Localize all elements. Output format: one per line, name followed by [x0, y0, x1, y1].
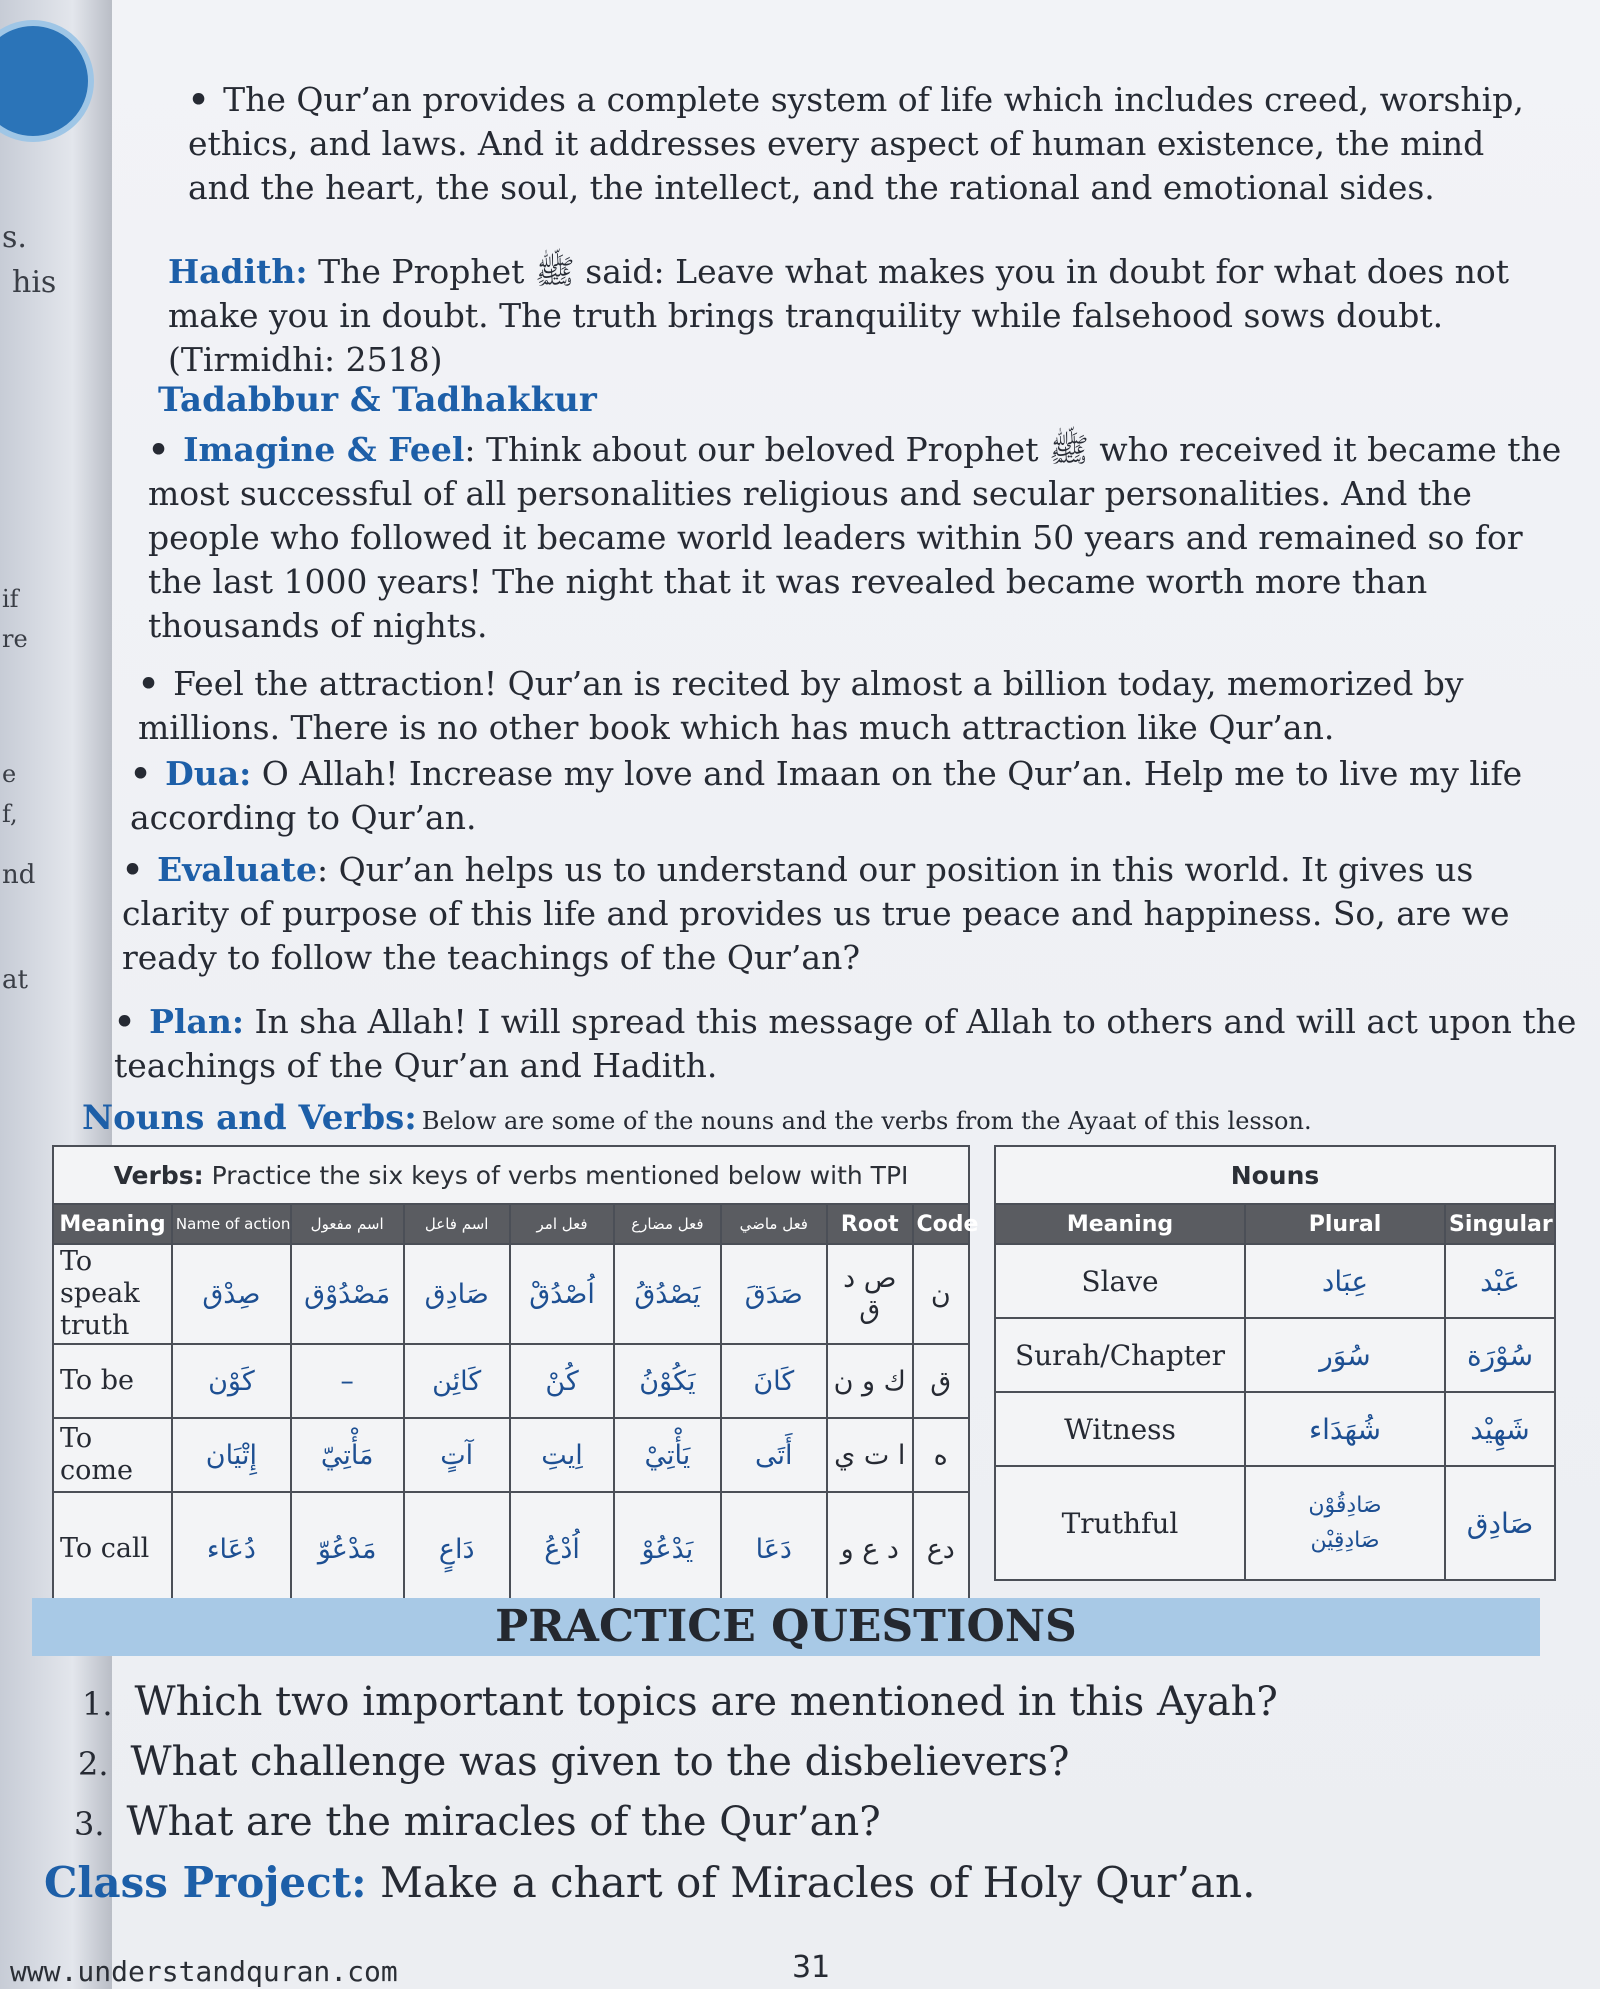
column-header: فعل امر [510, 1204, 614, 1244]
edge-fragment: at [2, 965, 28, 995]
column-header: فعل مضارع [614, 1204, 720, 1244]
item-text: Feel the attraction! Qur’an is recited by almost a billion today, memorized by millions. There is no other book which has much attraction like Qur’an. [138, 664, 1464, 747]
question-item [82, 1672, 1278, 1734]
badge-logo [0, 20, 94, 142]
table-row [995, 1466, 1555, 1580]
nouns-verbs-intro [82, 1098, 1582, 1138]
singular-cell: سُوْرَة [1445, 1318, 1555, 1392]
tadabbur-item [130, 752, 1570, 840]
hadith-paragraph [168, 250, 1548, 382]
class-project-label: Class Project: [44, 1858, 367, 1907]
meaning-cell: Truthful [995, 1466, 1245, 1580]
meaning-cell: Surah/Chapter [995, 1318, 1245, 1392]
meaning-cell: Witness [995, 1392, 1245, 1466]
nouns-verbs-heading: Nouns and Verbs: [82, 1098, 417, 1138]
verbs-table-header [53, 1204, 969, 1244]
column-header: Plural [1245, 1204, 1445, 1244]
verbs-table [52, 1145, 979, 1607]
item-label: Dua: [165, 754, 252, 793]
bullet-dot: • [138, 664, 160, 703]
verb-cell: يَدْعُوْ [614, 1492, 720, 1606]
table-row [53, 1244, 969, 1344]
hadith-text: The Prophet ﷺ said: Leave what makes you in doubt for what does not make you in doubt. The truth brings tranquility while falsehood sows doubt. (Tirmidhi: 2518) [168, 252, 1510, 379]
table-row [53, 1344, 969, 1418]
verb-cell: صَدَقَ [721, 1244, 827, 1344]
meaning-cell: To come [53, 1418, 172, 1492]
verb-cell: إِتْيَان [172, 1418, 291, 1492]
plural-cell: شُهَدَاء [1245, 1392, 1445, 1466]
edge-fragment: his [12, 265, 57, 300]
code-cell: ن [913, 1244, 969, 1344]
singular-cell: شَهِيْد [1445, 1392, 1555, 1466]
verb-cell: دَاعٍ [404, 1492, 510, 1606]
verb-cell: صِدْق [172, 1244, 291, 1344]
bullet-dot: • [122, 850, 144, 889]
edge-fragment: nd [2, 860, 36, 890]
code-cell: ق [913, 1344, 969, 1418]
verb-cell: اُدْعُ [510, 1492, 614, 1606]
footer-url: www.understandquran.com [10, 1955, 398, 1988]
verbs-title-text: Practice the six keys of verbs mentioned below with TPI [211, 1160, 909, 1190]
bullet-item [188, 78, 1548, 210]
code-cell: دع [913, 1492, 969, 1606]
verb-cell: صَادِق [404, 1244, 510, 1344]
verb-cell: دُعَاء [172, 1492, 291, 1606]
nouns-table-header [995, 1204, 1555, 1244]
question-item [74, 1792, 881, 1854]
edge-fragment: re [2, 625, 28, 653]
column-header: Name of action [172, 1204, 291, 1244]
hadith-label: Hadith: [168, 252, 308, 291]
bullet-text: The Qur’an provides a complete system of life which includes creed, worship, ethics, and laws. And it addresses every aspect of human existence, the mind and the heart, the soul, the intellect, and the rational and emotional sides. [188, 80, 1524, 207]
code-cell: ه [913, 1418, 969, 1492]
item-text: In sha Allah! I will spread this message of Allah to others and will act upon the teachings of the Qur’an and Hadith. [114, 1002, 1577, 1085]
bullet-dot: • [148, 430, 170, 469]
question-item [78, 1732, 1069, 1794]
column-header: اسم فاعل [404, 1204, 510, 1244]
column-header: اسم مفعول [291, 1204, 404, 1244]
item-text: : Think about our beloved Prophet ﷺ who received it became the most successful of all personalities religious and secular personalities. And the people who followed it became world leaders within 50 years and remained so for the last 1000 years! The night that it was revealed became worth more than thousands of nights. [148, 430, 1562, 645]
column-header: Code [913, 1204, 969, 1244]
bullet-dot: • [188, 80, 210, 119]
tadabbur-item [148, 428, 1568, 648]
nouns-verbs-text: Below are some of the nouns and the verbs from the Ayaat of this lesson. [421, 1107, 1312, 1135]
verb-cell: كَائِن [404, 1344, 510, 1418]
bullet-dot: • [130, 754, 152, 793]
practice-questions-title: PRACTICE QUESTIONS [32, 1598, 1540, 1656]
verb-cell: كَانَ [721, 1344, 827, 1418]
verb-cell: يَصْدُقُ [614, 1244, 720, 1344]
edge-fragment: s. [2, 220, 27, 255]
question-number: 2. [78, 1745, 109, 1783]
textbook-page [44, 0, 1600, 1989]
verb-cell: أَتَى [721, 1418, 827, 1492]
class-project [44, 1858, 1255, 1907]
item-label: Evaluate [157, 850, 317, 889]
meaning-cell: To call [53, 1492, 172, 1606]
nouns-table [994, 1145, 1556, 1581]
question-number: 1. [82, 1685, 113, 1723]
bullet-dot: • [114, 1002, 136, 1041]
item-text: O Allah! Increase my love and Imaan on the Qur’an. Help me to live my life according to Qur’an. [130, 754, 1523, 837]
item-label: Imagine & Feel [183, 430, 465, 469]
verb-cell: دَعَا [721, 1492, 827, 1606]
table-row [53, 1418, 969, 1492]
table-row [995, 1318, 1555, 1392]
question-text: Which two important topics are mentioned in this Ayah? [134, 1679, 1278, 1725]
edge-fragment: if [2, 585, 19, 613]
column-header: فعل ماضي [721, 1204, 827, 1244]
verb-cell: يَكُوْنُ [614, 1344, 720, 1418]
tadabbur-item [122, 848, 1572, 980]
meaning-cell: To speak truth [53, 1244, 172, 1344]
meaning-cell: To be [53, 1344, 172, 1418]
singular-cell: صَادِق [1445, 1466, 1555, 1580]
verb-cell: اِيتِ [510, 1418, 614, 1492]
plural-form: صَادِقُوْن [1308, 1493, 1382, 1518]
column-header: Root [827, 1204, 913, 1244]
question-text: What challenge was given to the disbelievers? [130, 1739, 1070, 1785]
verbs-table-title [53, 1146, 969, 1204]
tadabbur-item [138, 662, 1568, 750]
column-header: Meaning [995, 1204, 1245, 1244]
verb-cell: مَأْتِيّ [291, 1418, 404, 1492]
verb-cell: – [291, 1344, 404, 1418]
root-cell: ص د ق [827, 1244, 913, 1344]
verbs-title-bold: Verbs: [113, 1160, 204, 1190]
plural-cell: عِبَاد [1245, 1244, 1445, 1318]
nouns-table-title: Nouns [995, 1146, 1555, 1204]
question-text: What are the miracles of the Qur’an? [126, 1799, 881, 1845]
tadabbur-heading: Tadabbur & Tadhakkur [158, 380, 597, 420]
verb-cell: آتٍ [404, 1418, 510, 1492]
plural-cell: سُوَر [1245, 1318, 1445, 1392]
question-number: 3. [74, 1805, 105, 1843]
item-text: : Qur’an helps us to understand our position in this world. It gives us clarity of purpose of this life and provides us true peace and happiness. So, are we ready to follow the teachings of the Qur’an? [122, 850, 1510, 977]
table-row [995, 1392, 1555, 1466]
page-number: 31 [792, 1950, 831, 1985]
column-header: Singular [1445, 1204, 1555, 1244]
verb-cell: مَدْعُوّ [291, 1492, 404, 1606]
root-cell: د ع و [827, 1492, 913, 1606]
column-header: Meaning [53, 1204, 172, 1244]
class-project-text: Make a chart of Miracles of Holy Qur’an. [380, 1858, 1256, 1907]
plural-form: صَادِقِيْن [1310, 1528, 1380, 1553]
edge-fragment: e [2, 760, 17, 788]
verb-cell: اُصْدُقْ [510, 1244, 614, 1344]
verb-cell: مَصْدُوْق [291, 1244, 404, 1344]
table-row [53, 1492, 969, 1606]
verb-cell: كَوْن [172, 1344, 291, 1418]
singular-cell: عَبْد [1445, 1244, 1555, 1318]
edge-fragment: f, [2, 800, 18, 828]
meaning-cell: Slave [995, 1244, 1245, 1318]
root-cell: ا ت ي [827, 1418, 913, 1492]
item-label: Plan: [149, 1002, 245, 1041]
table-row [995, 1244, 1555, 1318]
verb-cell: يَأْتِيْ [614, 1418, 720, 1492]
root-cell: ك و ن [827, 1344, 913, 1418]
verb-cell: كُنْ [510, 1344, 614, 1418]
tadabbur-item [114, 1000, 1584, 1088]
plural-cell [1245, 1466, 1445, 1580]
